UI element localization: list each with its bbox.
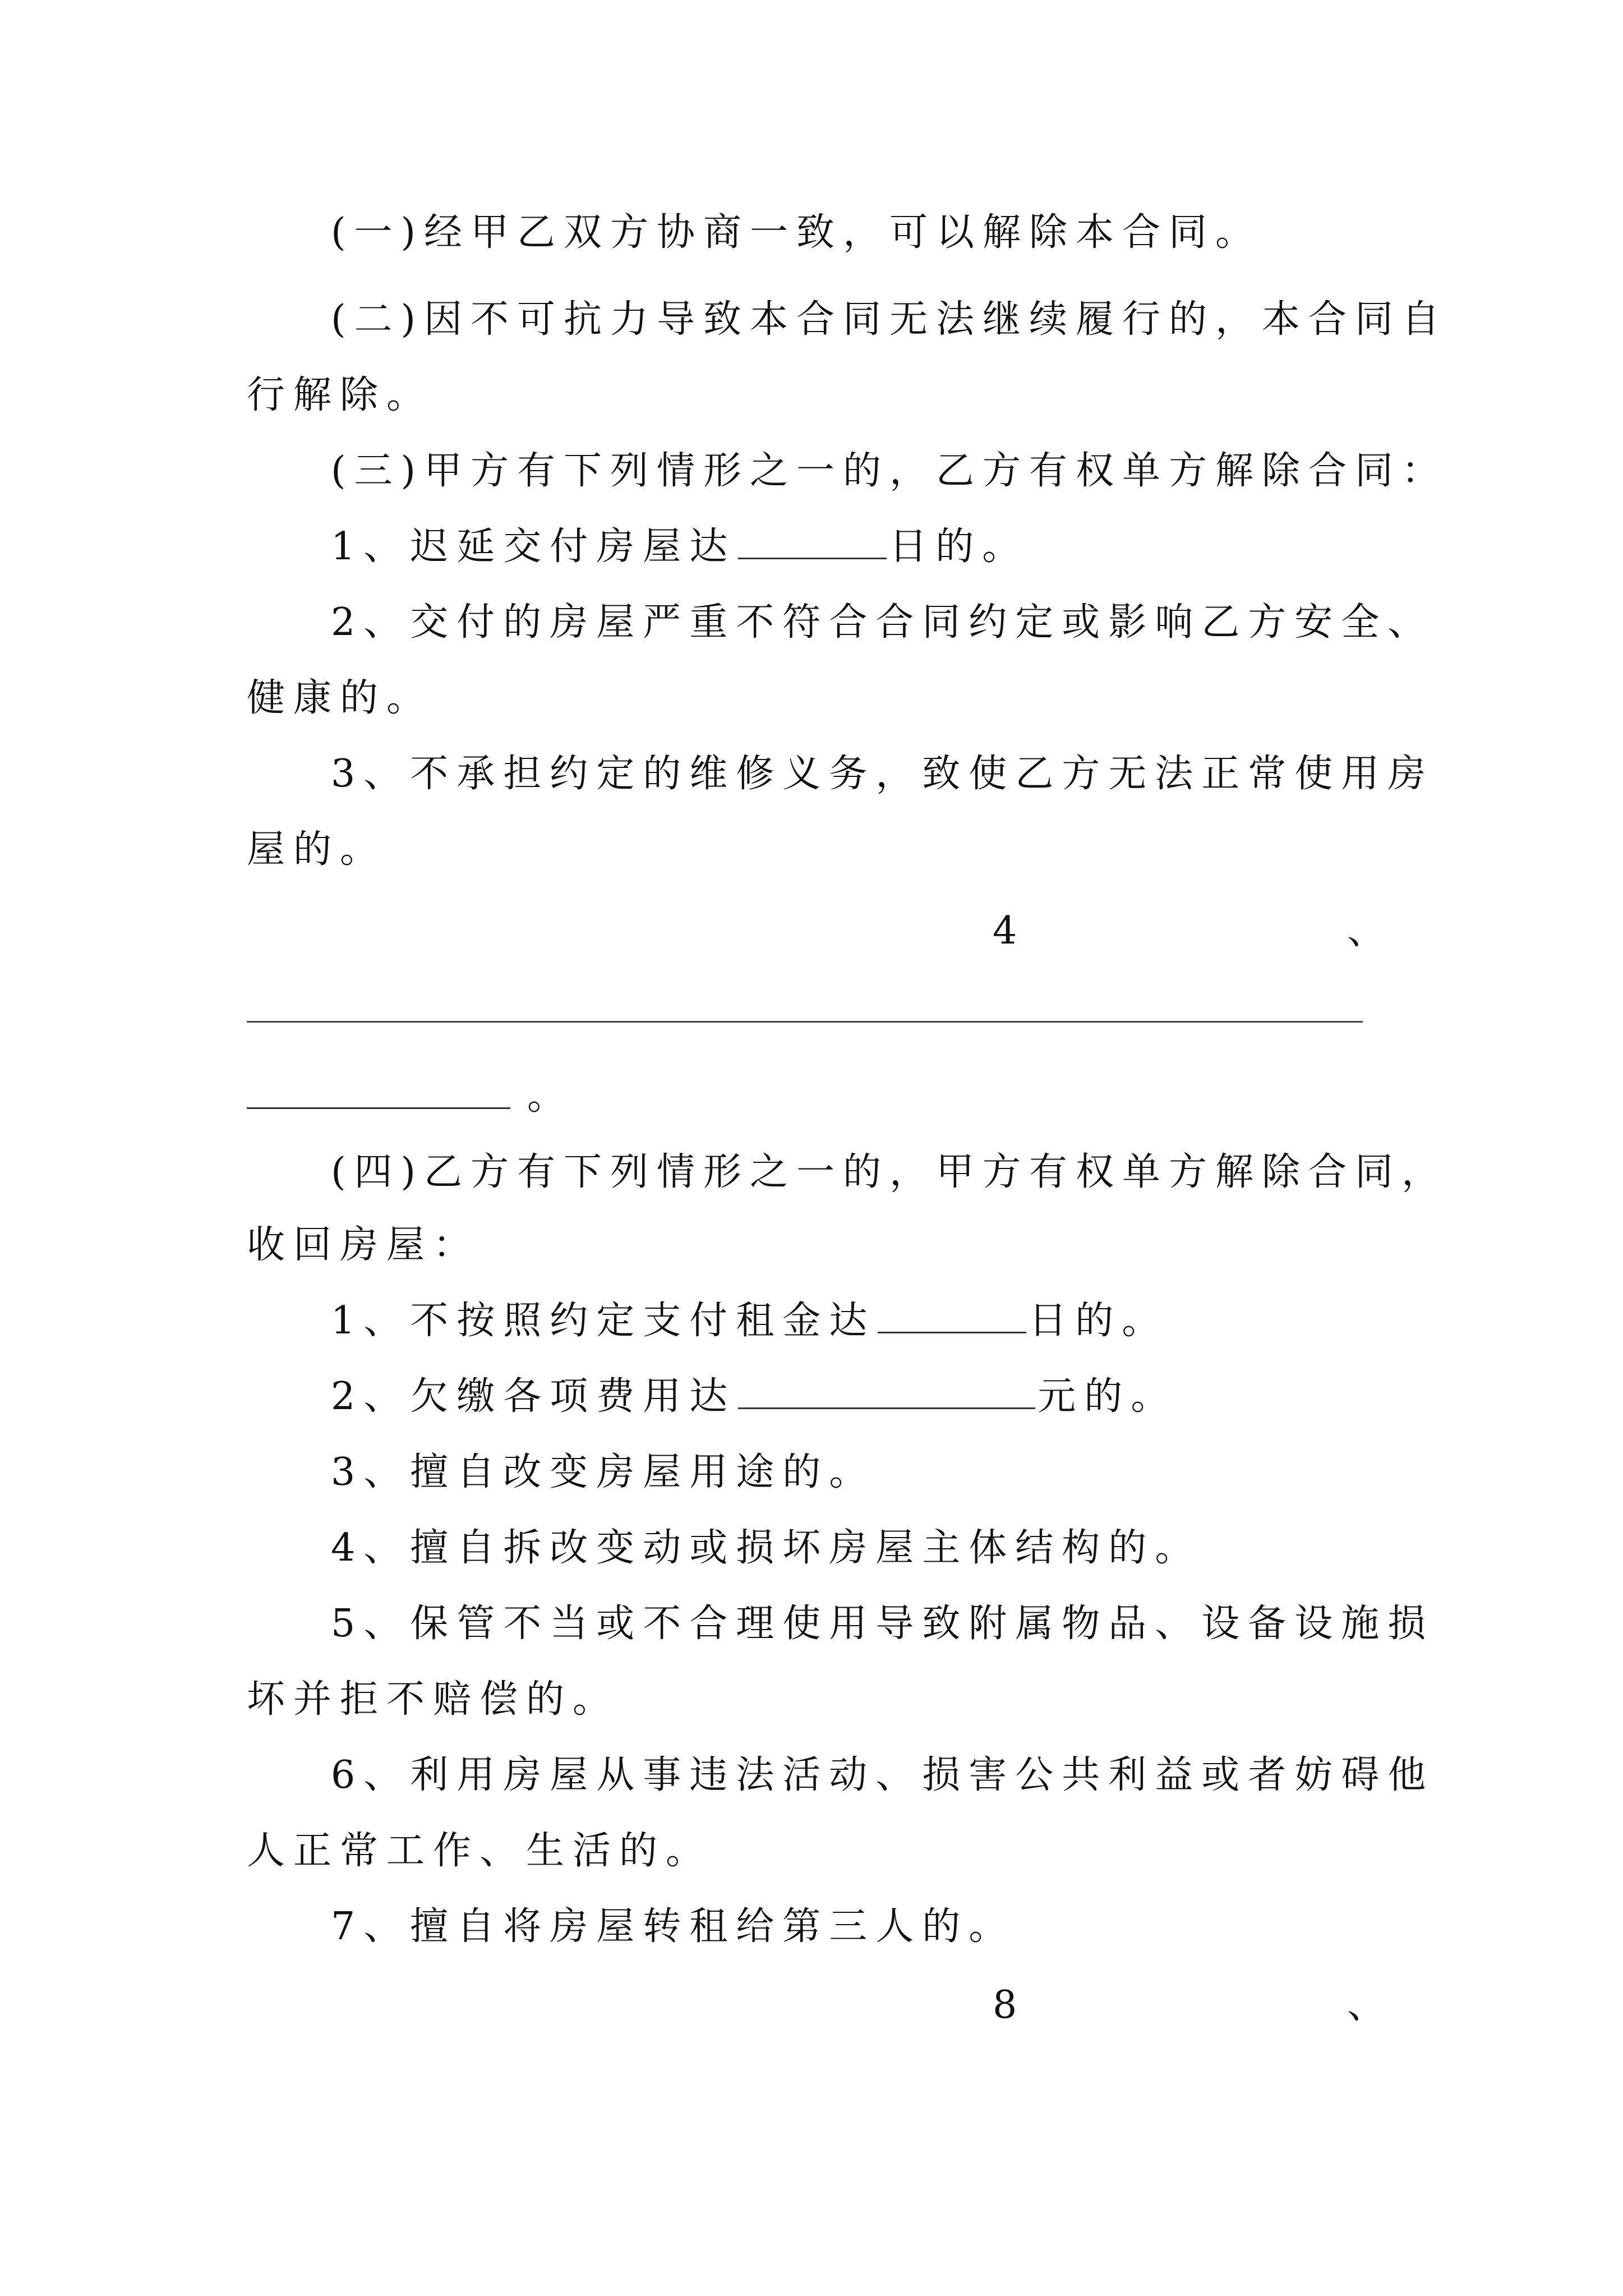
fill-blank-line[interactable] [247, 1021, 1363, 1023]
clause-1: (一)经甲乙双方协商一致，可以解除本合同。 [331, 210, 1262, 255]
item-separator: 、 [1347, 1983, 1385, 2027]
item-text: 2、欠缴各项费用达 [331, 1374, 736, 1419]
clause-3-item-3-line-2: 屋的。 [247, 827, 387, 872]
fill-blank-days[interactable] [738, 519, 887, 559]
clause-3-item-4-end [247, 1069, 565, 1125]
clause-4-item-5-line-2: 坏并拒不赔偿的。 [247, 1677, 620, 1722]
clause-4-item-1 [331, 1293, 1385, 1349]
clause-4-item-5-line-1: 5、保管不当或不合理使用导致附属物品、设备设施损 [331, 1602, 1435, 1646]
clause-2-line-1: (二)因不可抗力导致本合同无法继续履行的，本合同自 [331, 297, 1449, 342]
item-text-end: 元的。 [1038, 1374, 1178, 1419]
clause-4-heading-line-2: 收回房屋： [247, 1223, 480, 1267]
item-text: 1、不按照约定支付租金达 [331, 1299, 876, 1343]
item-text: 1、迟延交付房屋达 [331, 524, 736, 569]
clause-3-item-2-line-1: 2、交付的房屋严重不符合合同约定或影响乙方安全、 [331, 600, 1435, 645]
clause-4-item-2 [331, 1369, 1385, 1425]
clause-3-item-4 [247, 903, 1385, 959]
item-separator: 、 [1347, 909, 1385, 953]
item-end-mark: 。 [527, 1074, 566, 1119]
clause-4-item-4: 4、擅自拆改变动或损坏房屋主体结构的。 [331, 1526, 1202, 1570]
item-text-end: 日的。 [1029, 1299, 1169, 1343]
clause-4-heading-line-1: (四)乙方有下列情形之一的，甲方有权单方解除合同， [331, 1150, 1449, 1194]
item-number: 4 [993, 909, 1017, 953]
clause-3-item-1 [331, 519, 1385, 575]
clause-4-item-3: 3、擅自改变房屋用途的。 [331, 1450, 876, 1494]
clause-4-item-6-line-2: 人正常工作、生活的。 [247, 1829, 713, 1873]
fill-blank-amount[interactable] [738, 1369, 1035, 1409]
clause-4-item-6-line-1: 6、利用房屋从事违法活动、损害公共利益或者妨碍他 [331, 1753, 1435, 1797]
item-text-end: 日的。 [889, 524, 1029, 569]
clause-4-item-8 [247, 1977, 1385, 2033]
clause-3-heading: (三)甲方有下列情形之一的，乙方有权单方解除合同： [331, 449, 1449, 493]
item-number: 8 [993, 1983, 1017, 2027]
fill-blank-short[interactable] [247, 1069, 510, 1109]
clause-4-item-7: 7、擅自将房屋转租给第三人的。 [331, 1904, 1016, 1949]
clause-2-line-2: 行解除。 [247, 373, 434, 417]
fill-blank-days[interactable] [878, 1294, 1026, 1333]
clause-3-item-3-line-1: 3、不承担约定的维修义务，致使乙方无法正常使用房 [331, 752, 1435, 796]
clause-3-item-2-line-2: 健康的。 [247, 676, 434, 720]
